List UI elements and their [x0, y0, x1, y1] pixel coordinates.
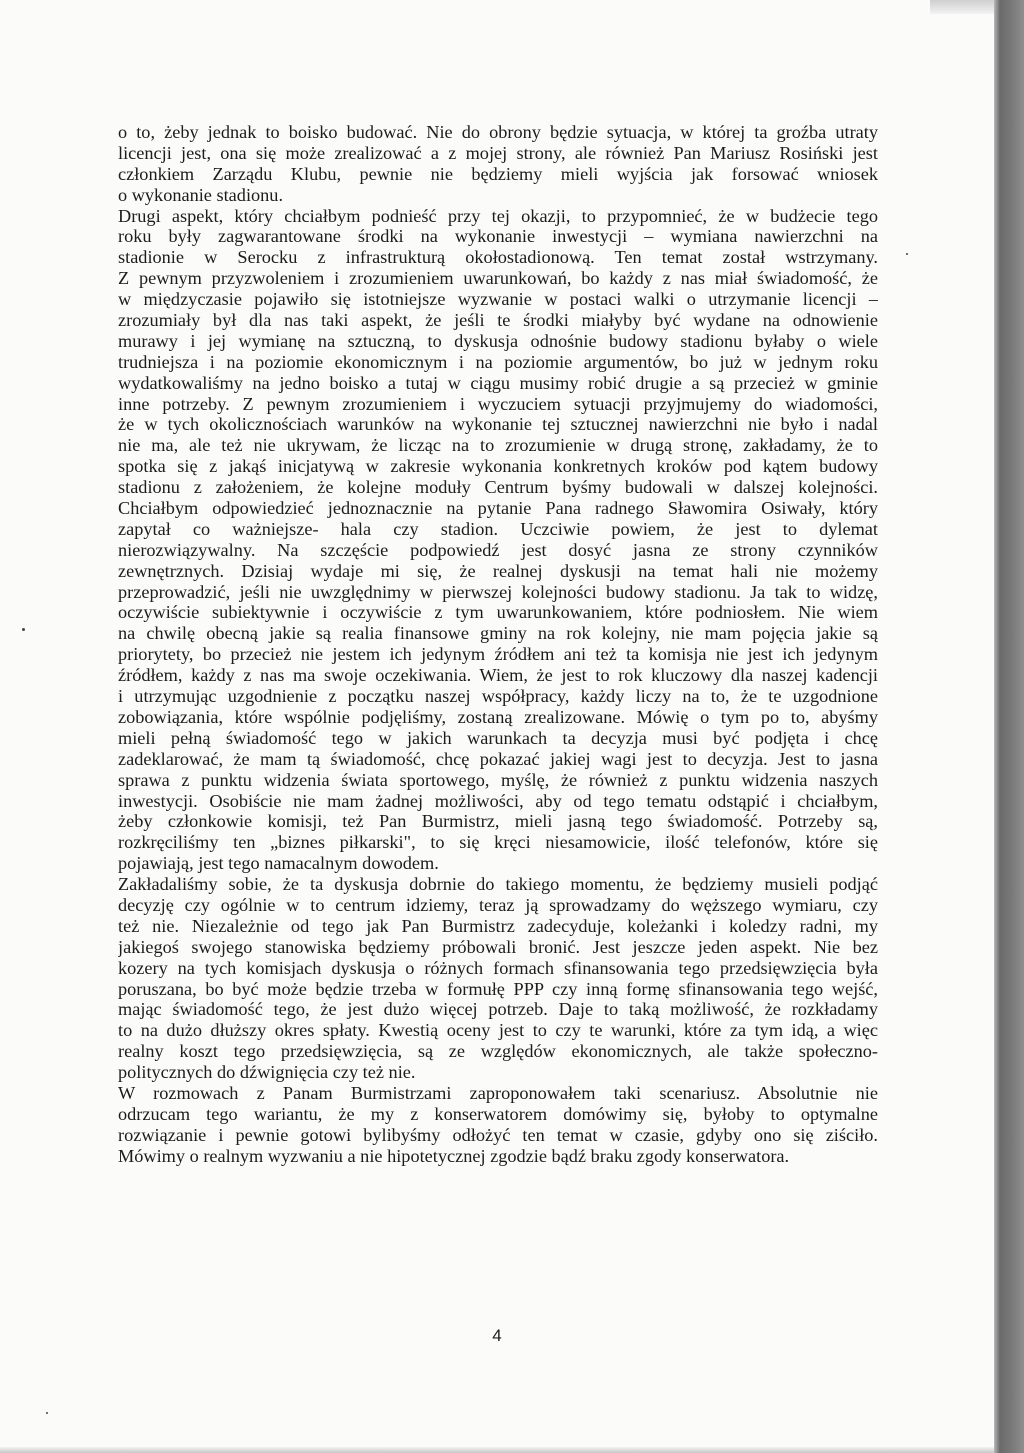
scan-speck — [46, 1412, 48, 1414]
text-line: o wykonanie stadionu. — [118, 184, 284, 205]
text-line: też nie. Niezależnie od tego jak Pan Burmistrz zadecyduje, koleżanki i koledzy radni, my — [118, 915, 878, 936]
text-line: spotka się z jakąś inicjatywą w zakresie wykonania konkretnych kroków pod kątem budowy — [118, 456, 878, 477]
scan-speck — [22, 628, 25, 631]
text-line: roku były zagwarantowane środki na wykonanie inwestycji – wymiana nawierzchni na — [118, 226, 878, 247]
text-line: decyzję czy ogólnie w to centrum idziemy, teraz ją sprowadzamy do węższego wymiaru, czy — [118, 894, 878, 915]
text-line: Zakładaliśmy sobie, że ta dyskusja dobrnie do takiego momentu, że będziemy musieli podjąć — [118, 874, 878, 895]
text-line: Mówimy o realnym wyzwaniu a nie hipotetycznej zgodzie bądź braku zgody konserwatora. — [118, 1145, 790, 1166]
document-body — [118, 122, 878, 1167]
text-line: sprawa z punktu widzenia świata sportowego, myślę, że również z punktu widzenia naszych — [118, 769, 878, 790]
text-line: inne potrzeby. Z pewnym zrozumieniem i wyczuciem sytuacji przyjmujemy do wiadomości, — [118, 393, 878, 414]
text-line: zewnętrznych. Dzisiaj wydaje mi się, że realnej dyskusji na temat hali nie możemy — [118, 560, 878, 581]
scan-right-edge-shadow — [994, 0, 1024, 1453]
text-line: zobowiązania, które wspólnie podjęliśmy, zostaną zrealizowane. Mówię o tym po to, abyśmy — [118, 706, 878, 727]
text-line: kozery na tych komisjach dyskusja o różnych formach sfinansowania tego przedsięwzięcia była — [118, 957, 878, 978]
text-line: odrzucam tego wariantu, że my z konserwatorem domówimy się, byłoby to optymalne — [118, 1103, 878, 1124]
text-line: nierozwiązywalny. Na szczęście podpowiedź jest dosyć jasna ze strony czynników — [118, 539, 878, 560]
text-line: realny koszt tego przedsięwzięcia, są ze względów ekonomicznych, ale także społeczno- — [118, 1041, 878, 1062]
text-line: trudniejsza i na poziomie ekonomicznym i na poziomie argumentów, bo już w jednym roku — [118, 351, 878, 372]
text-line: mieli pełną świadomość tego w jakich warunkach ta decyzja musi być podjęta i chcę — [118, 727, 878, 748]
text-line: żeby członkowie komisji, też Pan Burmistrz, mieli jasną tego świadomość. Potrzeby są, — [118, 811, 878, 832]
paragraph — [118, 122, 878, 206]
text-line: stadionie w Serocku z infrastrukturą okołostadionową. Ten temat został wstrzymany. — [118, 247, 878, 268]
paragraph — [118, 206, 878, 875]
text-line: że w tych okolicznościach warunków na wykonanie tej sztucznej nawierzchni nie było i nadal — [118, 414, 878, 435]
text-line: zapytał co ważniejsze- hala czy stadion. Uczciwie powiem, że jest to dylemat — [118, 518, 878, 539]
text-line: rozwiązanie i pewnie gotowi bylibyśmy odłożyć ten temat w czasie, gdyby ono się ziściło. — [118, 1124, 878, 1145]
text-line: Chciałbym odpowiedzieć jednoznacznie na pytanie Pana radnego Sławomira Osiwały, który — [118, 498, 878, 519]
text-line: nie ma, ale też nie ukrywam, że licząc na to zrozumienie w drugą stronę, zakładamy, że to — [118, 435, 878, 456]
text-line: rozkręciliśmy ten „biznes piłkarski", to się kręci niesamowicie, ilość telefonów, które się — [118, 832, 878, 853]
text-line: członkiem Zarządu Klubu, pewnie nie będziemy mieli wyjścia jak forsować wniosek — [118, 163, 878, 184]
text-line: W rozmowach z Panam Burmistrzami zaproponowałem taki scenariusz. Absolutnie nie — [118, 1082, 878, 1103]
text-line: oczywiście subiektywnie i oczywiście z tym uwarunkowaniem, które podniosłem. Nie wiem — [118, 602, 878, 623]
text-line: pojawiają, jest tego namacalnym dowodem. — [118, 853, 439, 874]
text-line: zadeklarować, że mam tą świadomość, chcę pokazać jakiej wagi jest to decyzja. Jest to jasna — [118, 748, 878, 769]
page-number: 4 — [492, 1326, 502, 1345]
scan-top-edge-shadow — [930, 0, 1000, 14]
text-line: zrozumiały był dla nas taki aspekt, że jeśli te środki miałyby być wydane na odnowienie — [118, 310, 878, 331]
text-line: na chwilę obecną jakie są realia finansowe gminy na rok kolejny, nie mam pojęcia jakie są — [118, 623, 878, 644]
text-line: i utrzymując uzgodnienie z początku naszej współpracy, każdy liczy na to, że te uzgodnione — [118, 686, 878, 707]
text-line: licencji jest, ona się może zrealizować a z mojej strony, ale również Pan Mariusz Rosiński jest — [118, 142, 878, 163]
text-line: stadionu z założeniem, że kolejne moduły Centrum byśmy budowali w dalszej kolejności. — [118, 477, 878, 498]
text-line: to na dużo dłuższy okres spłaty. Kwestią oceny jest to czy te warunki, które za tym idą, a więc — [118, 1020, 878, 1041]
text-line: o to, żeby jednak to boisko budować. Nie do obrony będzie sytuacja, w której ta groźba utraty — [118, 122, 878, 142]
text-line: murawy i jej wymianę na sztuczną, to dyskusja odnośnie budowy stadionu byłaby o wiele — [118, 330, 878, 351]
text-line: poruszana, bo być może będzie trzeba w formułę PPP czy inną formę sfinansowania tego wejść, — [118, 978, 878, 999]
text-line: politycznych do dźwignięcia czy też nie. — [118, 1062, 416, 1083]
text-line: inwestycji. Osobiście nie mam żadnej możliwości, aby od tego tematu odstąpić i chciałbym, — [118, 790, 878, 811]
text-line: jakiegoś swojego stanowiska będziemy próbowali bronić. Jest jeszcze jeden aspekt. Nie bez — [118, 936, 878, 957]
text-line: priorytety, bo przecież nie jestem ich jedynym źródłem ani też ta komisja nie jest ich jedynym — [118, 644, 878, 665]
scan-bottom-edge-shadow — [0, 1447, 994, 1453]
paragraph — [118, 874, 878, 1083]
text-line: mając świadomość tego, że jest dużo więcej potrzeb. Daje to taką możliwość, że rozkładamy — [118, 999, 878, 1020]
text-line: w międzyczasie pojawiło się istotniejsze wyzwanie w postaci walki o utrzymanie licencji – — [118, 289, 878, 310]
text-line: źródłem, każdy z nas ma swoje oczekiwania. Wiem, że jest to rok kluczowy dla naszej kadencji — [118, 665, 878, 686]
text-line: Z pewnym przyzwoleniem i zrozumieniem uwarunkowań, bo każdy z nas miał świadomość, że — [118, 268, 878, 289]
text-line: wydatkowaliśmy na jedno boisko a tutaj w ciągu musimy robić drugie a są przecież w gminie — [118, 372, 878, 393]
paragraph — [118, 1083, 878, 1167]
text-line: Drugi aspekt, który chciałbym podnieść przy tej okazji, to przypomnieć, że w budżecie tego — [118, 205, 878, 226]
scan-speck — [906, 253, 908, 255]
text-line: przeprowadzić, jeśli nie uwzględnimy w pierwszej kolejności budowy stadionu. Ja tak to widzę, — [118, 581, 878, 602]
